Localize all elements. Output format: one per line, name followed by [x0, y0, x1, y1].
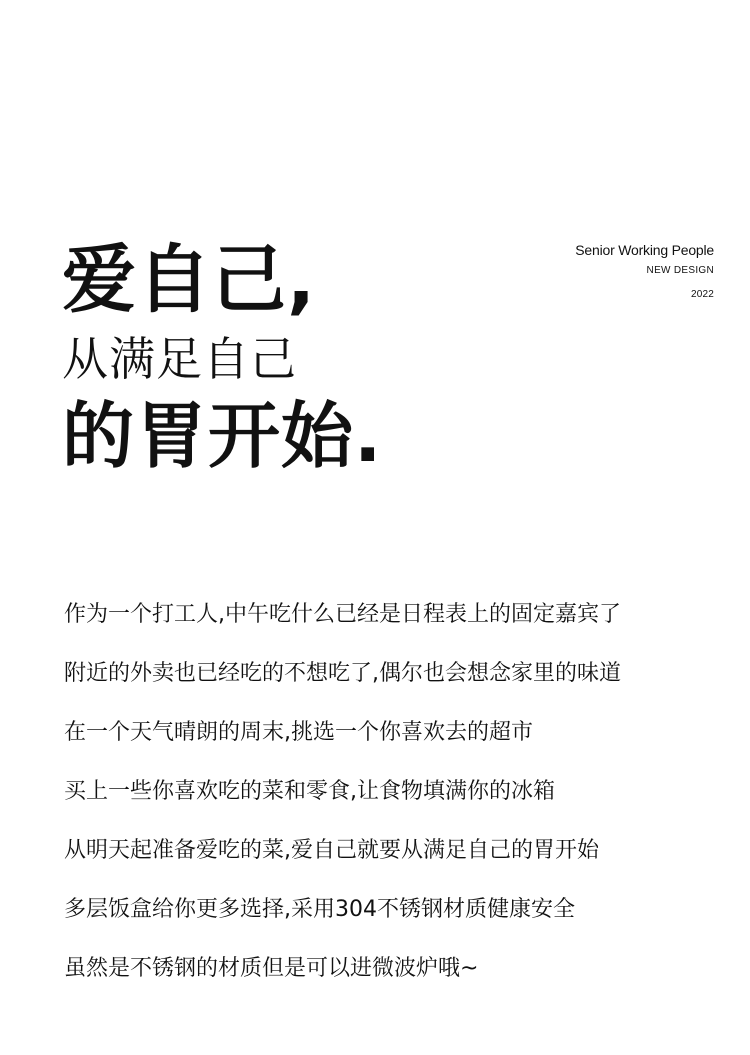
headline-line-3: 的胃开始.: [62, 394, 383, 478]
paragraph-6: 多层饭盒给你更多选择,采用304不锈钢材质健康安全: [64, 897, 575, 922]
brand-year: 2022: [690, 289, 714, 300]
paragraph-7: 虽然是不锈钢的材质但是可以进微波炉哦~: [64, 956, 479, 981]
paragraph-3: 在一个天气晴朗的周末,挑选一个你喜欢去的超市: [64, 720, 533, 745]
brand-block: [494, 240, 714, 302]
headline-line-1: 爱自己,: [62, 237, 317, 323]
brand-title: Senior Working People: [575, 242, 714, 258]
headline-block: [62, 236, 482, 478]
paragraph-2: 附近的外卖也已经吃的不想吃了,偶尔也会想念家里的味道: [64, 661, 621, 686]
brand-subtitle: NEW DESIGN: [646, 265, 714, 276]
paragraph-1: 作为一个打工人,中午吃什么已经是日程表上的固定嘉宾了: [64, 602, 621, 627]
body-text: [64, 600, 704, 1013]
headline-line-2: 从满足自己: [62, 332, 297, 386]
paragraph-4: 买上一些你喜欢吃的菜和零食,让食物填满你的冰箱: [64, 779, 555, 804]
paragraph-5: 从明天起准备爱吃的菜,爱自己就要从满足自己的胃开始: [64, 838, 599, 863]
